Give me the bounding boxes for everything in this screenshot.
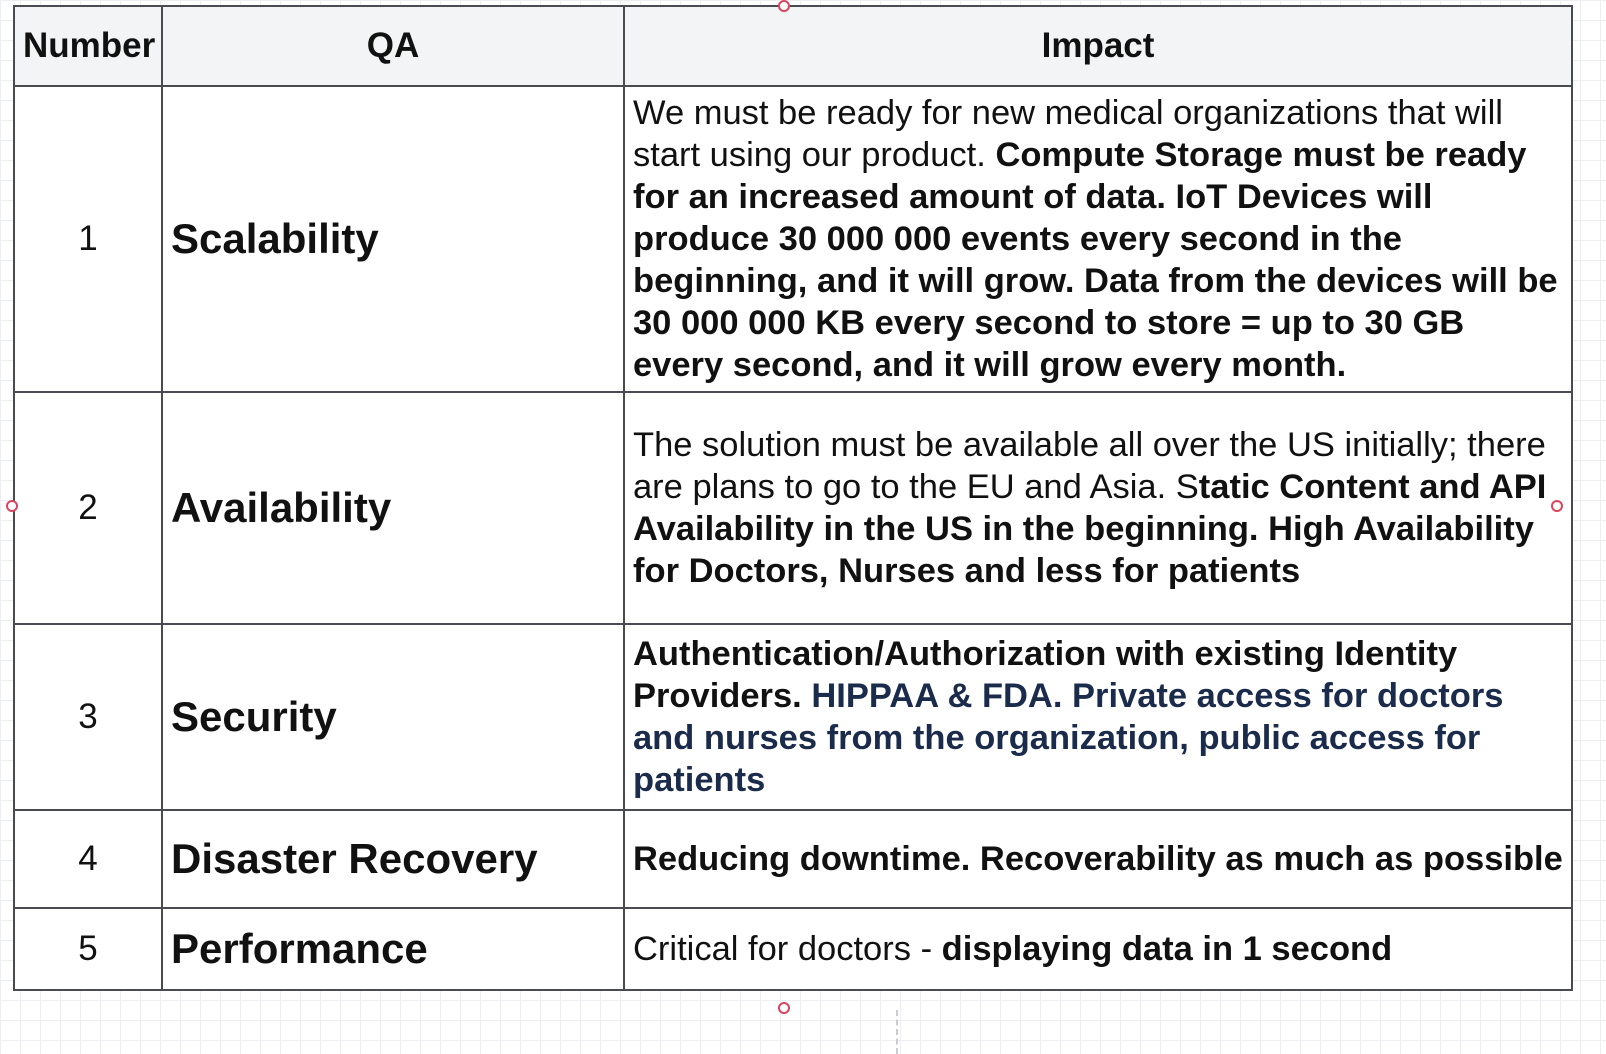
qa-name: Scalability	[162, 86, 624, 392]
header-row	[14, 6, 1572, 86]
impact-text	[624, 392, 1572, 624]
row-number: 4	[14, 810, 162, 908]
table-row	[14, 810, 1572, 908]
table-row	[14, 624, 1572, 810]
alignment-guide	[896, 1010, 898, 1054]
impact-text	[624, 86, 1572, 392]
row-number: 1	[14, 86, 162, 392]
qa-name: Availability	[162, 392, 624, 624]
impact-bold: Compute Storage must be ready for an increased amount of data. IoT Devices will produce 30 000 000 events every second in the beginning, and it will grow. Data from the devices will be 30 000 000 KB every second to store = up to 30 GB every second, and it will grow every month.	[633, 136, 1558, 384]
qa-table	[13, 5, 1573, 991]
row-number: 3	[14, 624, 162, 810]
impact-plain: The solution must be available all over the US initially; there are plans to go to the EU and Asia. S	[633, 426, 1546, 506]
impact-bold: Authentication/Authorization with existing Identity Providers.	[633, 635, 1458, 715]
table-row	[14, 392, 1572, 624]
impact-accent: HIPPAA & FDA. Private access for doctors and nurses from the organization, public access for patients	[633, 677, 1504, 799]
impact-bold: Reducing downtime. Recoverability as much as possible	[633, 840, 1563, 878]
row-number: 2	[14, 392, 162, 624]
resize-handle-bottom[interactable]	[778, 1002, 790, 1014]
qa-name: Performance	[162, 908, 624, 990]
impact-text	[624, 624, 1572, 810]
impact-plain: We must be ready for new medical organizations that will start using our product.	[633, 94, 1503, 174]
impact-text	[624, 810, 1572, 908]
row-number: 5	[14, 908, 162, 990]
impact-bold: tatic Content and API Availability in the US in the beginning. High Availability for Doctors, Nurses and less for patients	[633, 468, 1547, 590]
qa-name: Security	[162, 624, 624, 810]
table-row	[14, 86, 1572, 392]
impact-plain: Critical for doctors -	[633, 930, 942, 968]
resize-handle-right[interactable]	[1551, 500, 1563, 512]
table-row	[14, 908, 1572, 990]
resize-handle-top[interactable]	[778, 0, 790, 12]
header-number: Number	[14, 6, 162, 86]
impact-bold: displaying data in 1 second	[941, 930, 1393, 968]
resize-handle-left[interactable]	[6, 500, 18, 512]
header-impact: Impact	[624, 6, 1572, 86]
header-qa: QA	[162, 6, 624, 86]
qa-name: Disaster Recovery	[162, 810, 624, 908]
impact-text	[624, 908, 1572, 990]
